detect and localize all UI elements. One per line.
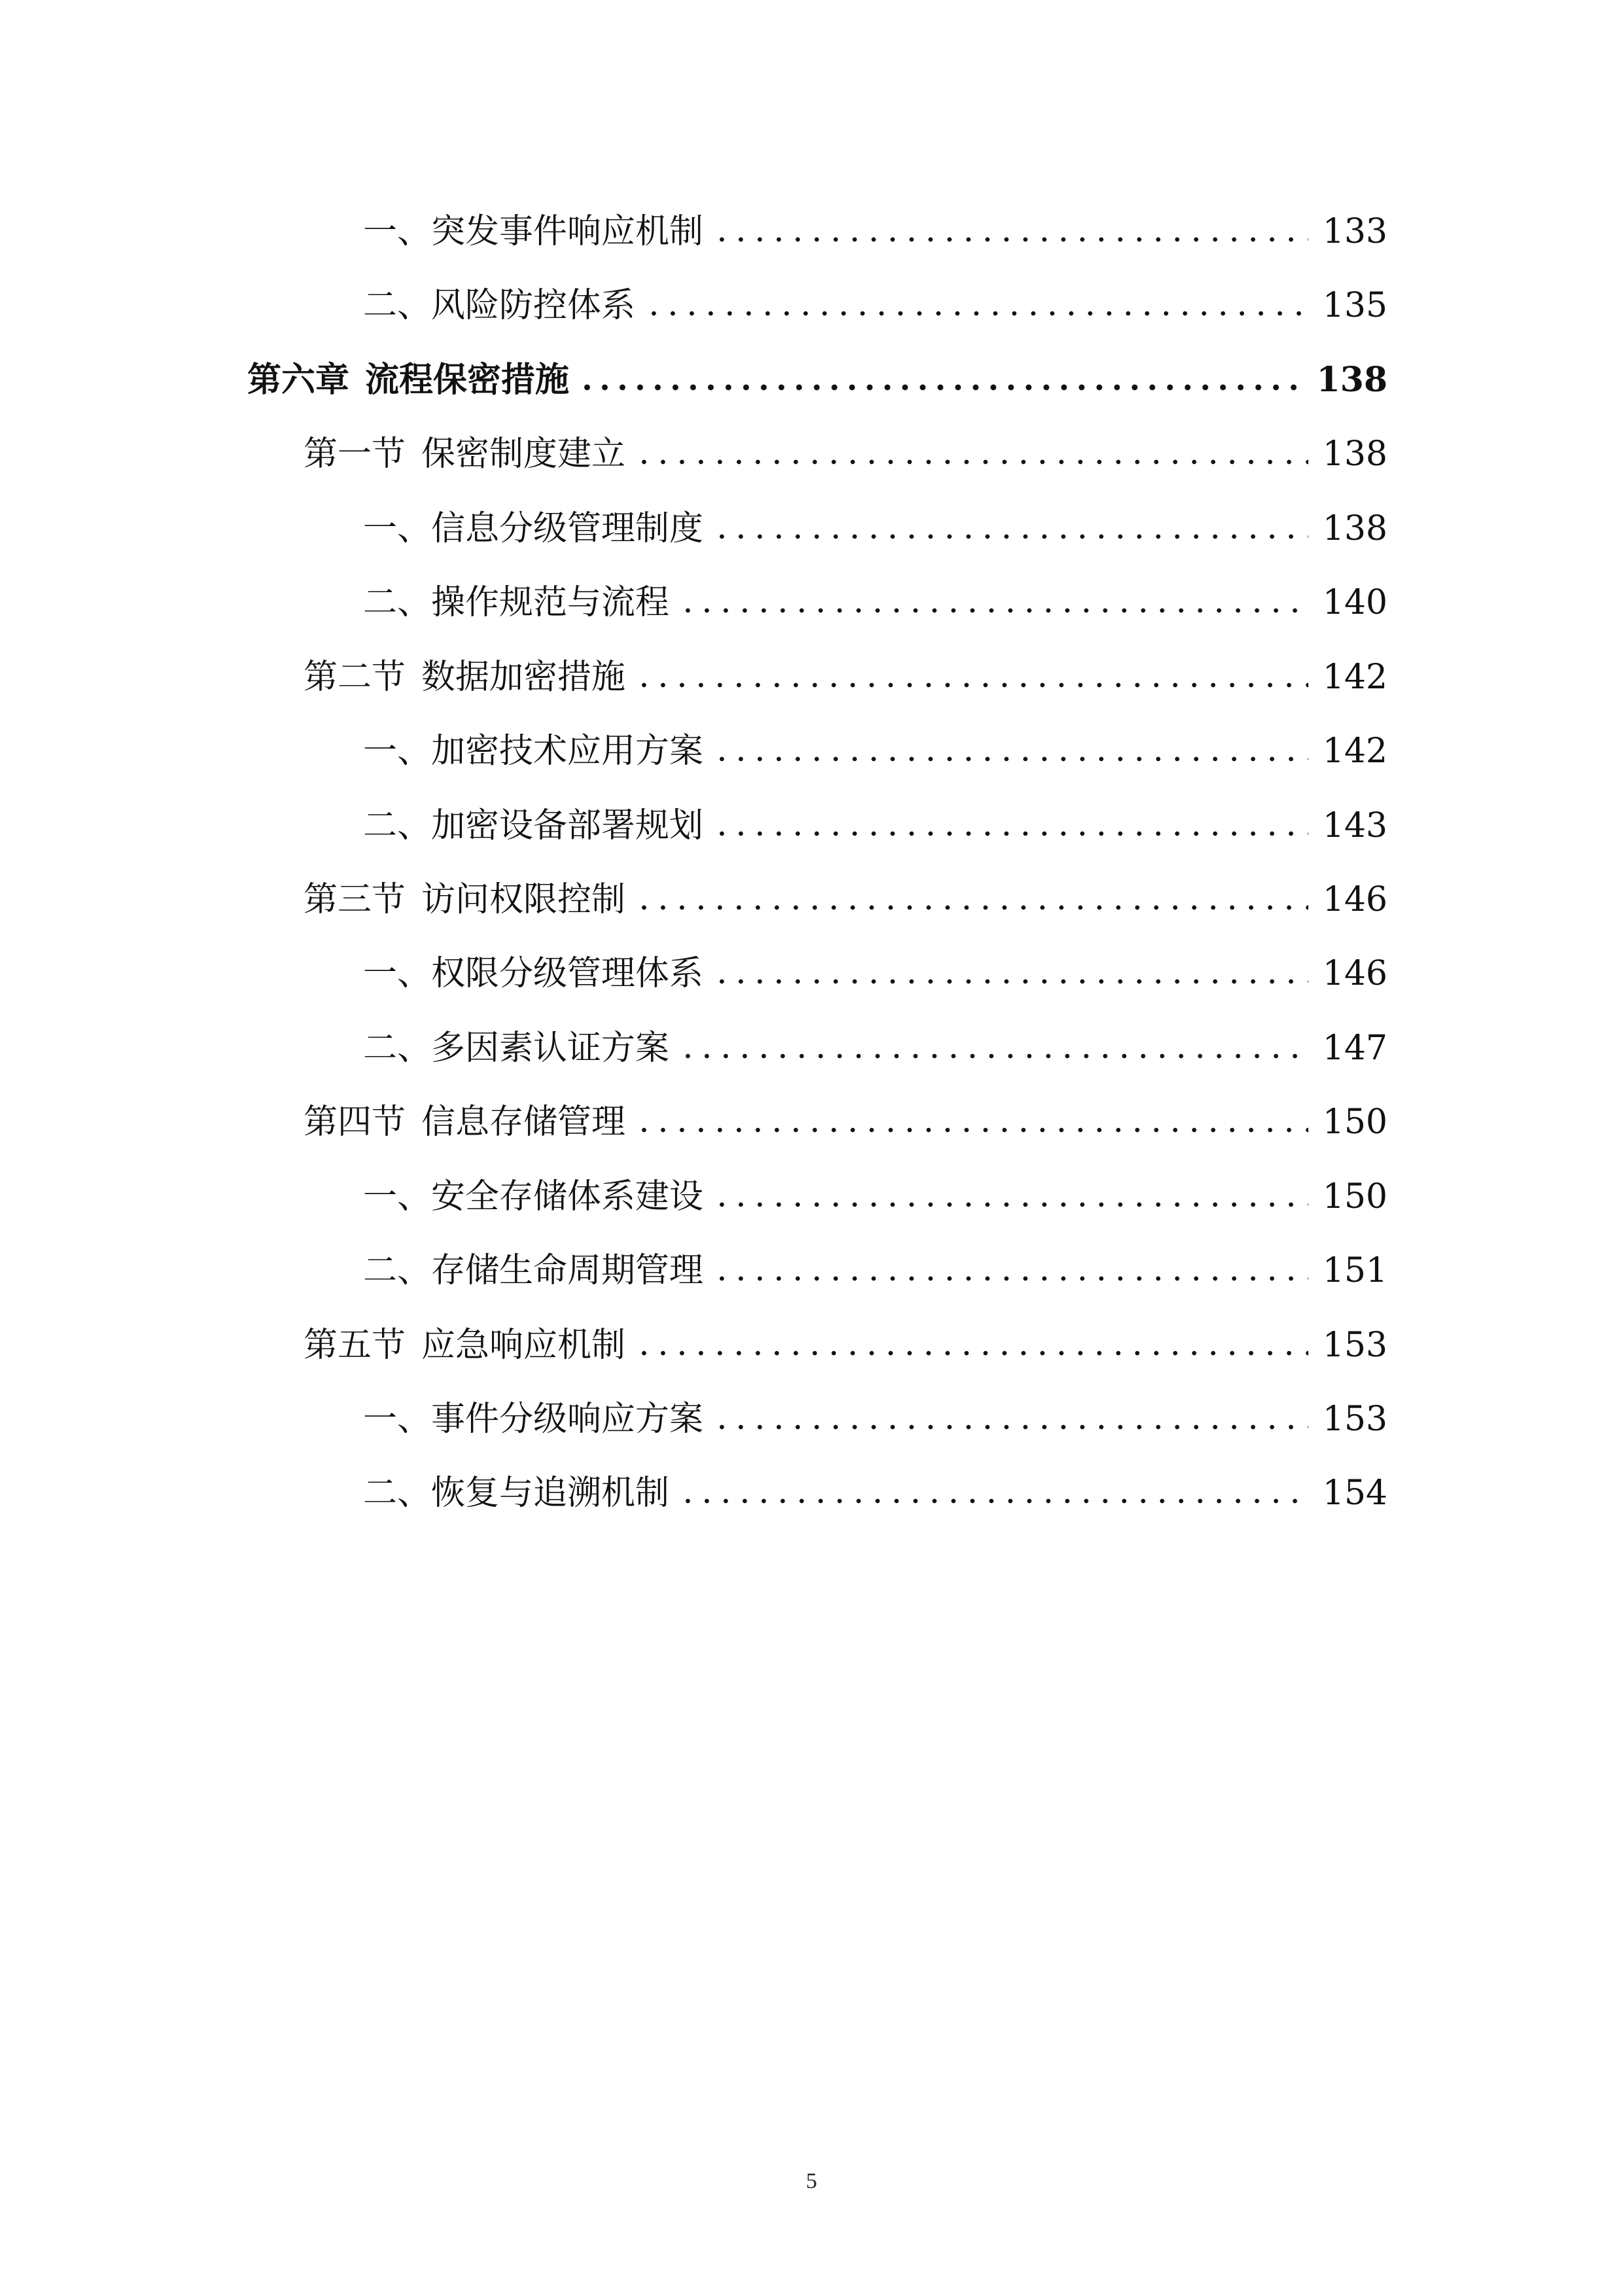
toc-entry[interactable] <box>363 1458 1387 1513</box>
dot-leader <box>712 514 1308 540</box>
dot-leader <box>678 588 1308 614</box>
toc-entry-title: 操作规范与流程 <box>431 583 670 622</box>
toc-entry-title: 应急响应机制 <box>421 1326 626 1365</box>
toc-entry-title: 恢复与追溯机制 <box>431 1474 670 1513</box>
dot-leader <box>578 366 1302 392</box>
toc-entry-title: 信息分级管理制度 <box>431 509 704 548</box>
toc-entry[interactable] <box>363 938 1387 991</box>
toc-entry-prefix: 二、 <box>363 1474 432 1513</box>
toc-entry-prefix: 第三节 <box>304 880 406 919</box>
toc-entry[interactable] <box>363 716 1387 771</box>
dot-leader <box>644 291 1308 317</box>
toc-entry-title: 安全存储体系建设 <box>431 1177 704 1216</box>
toc-entry-page: 140 <box>1322 583 1387 622</box>
dot-leader <box>635 1108 1308 1134</box>
toc-entry[interactable] <box>363 1161 1387 1214</box>
dot-leader <box>635 1331 1308 1357</box>
toc-entry-prefix: 第五节 <box>304 1326 406 1365</box>
toc-entry-page: 138 <box>1322 509 1387 548</box>
toc-section-entry[interactable] <box>304 1087 1387 1142</box>
toc-entry[interactable] <box>363 1235 1387 1288</box>
dot-leader <box>635 440 1308 466</box>
dot-leader <box>635 663 1308 689</box>
dot-leader <box>635 885 1308 911</box>
toc-section-entry[interactable] <box>304 642 1387 697</box>
toc-entry-title: 加密设备部署规划 <box>431 806 704 845</box>
toc-entry-prefix: 二、 <box>363 1029 432 1068</box>
toc-entry-prefix: 一、 <box>363 1177 432 1216</box>
toc-entry-page: 154 <box>1322 1474 1387 1513</box>
toc-entry-page: 146 <box>1322 954 1387 993</box>
page-number: 5 <box>806 2169 817 2193</box>
toc-entry-title: 信息存储管理 <box>421 1103 626 1142</box>
toc-entry-title: 加密技术应用方案 <box>431 732 704 771</box>
toc-entry-prefix: 第二节 <box>304 658 406 697</box>
toc-entry-prefix: 第六章 <box>247 360 350 400</box>
toc-entry-page: 143 <box>1322 806 1387 845</box>
toc-entry-page: 153 <box>1322 1326 1387 1365</box>
dot-leader <box>712 1256 1308 1282</box>
toc-entry-page: 142 <box>1322 732 1387 771</box>
toc-entry-prefix: 一、 <box>363 954 432 993</box>
dot-leader <box>712 1405 1308 1431</box>
toc-entry-page: 133 <box>1322 212 1387 251</box>
toc-entry-page: 151 <box>1322 1251 1387 1290</box>
toc-section-entry[interactable] <box>304 1310 1387 1365</box>
toc-entry-prefix: 一、 <box>363 212 432 251</box>
toc-entry-title: 保密制度建立 <box>421 434 626 474</box>
toc-entry[interactable] <box>363 1384 1387 1439</box>
toc-entry-title: 风险防控体系 <box>431 286 636 325</box>
toc-entry-prefix: 一、 <box>363 732 432 771</box>
toc-entry-prefix: 第一节 <box>304 434 406 474</box>
dot-leader <box>678 1479 1308 1505</box>
toc-entry-page: 142 <box>1322 658 1387 697</box>
toc-entry-title: 多因素认证方案 <box>431 1029 670 1068</box>
toc-chapter-entry[interactable] <box>247 345 1387 400</box>
toc-entry-title: 权限分级管理体系 <box>431 954 704 993</box>
toc-entry-page: 147 <box>1322 1029 1387 1068</box>
toc-entry-page: 138 <box>1316 360 1387 400</box>
toc-entry-title: 数据加密措施 <box>421 658 626 697</box>
toc-entry-page: 146 <box>1322 880 1387 919</box>
toc-entry-page: 150 <box>1322 1177 1387 1216</box>
toc-entry-title: 突发事件响应机制 <box>431 212 704 251</box>
toc-entry-page: 135 <box>1322 286 1387 325</box>
toc-entry[interactable] <box>363 1013 1387 1068</box>
toc-entry-prefix: 二、 <box>363 583 432 622</box>
dot-leader <box>712 959 1308 985</box>
toc-entry-prefix: 一、 <box>363 509 432 548</box>
toc-entry[interactable] <box>363 493 1387 546</box>
toc-entry-title: 事件分级响应方案 <box>431 1400 704 1439</box>
toc-entry[interactable] <box>363 270 1387 323</box>
toc-entry-prefix: 二、 <box>363 286 432 325</box>
toc-entry-prefix: 一、 <box>363 1400 432 1439</box>
toc-entry-prefix: 第四节 <box>304 1103 406 1142</box>
toc-entry-page: 153 <box>1322 1400 1387 1439</box>
toc-section-entry[interactable] <box>304 864 1387 917</box>
toc-entry[interactable] <box>363 567 1387 620</box>
toc-entry-title: 流程保密措施 <box>365 360 570 400</box>
dot-leader <box>712 811 1308 838</box>
toc-entry-prefix: 二、 <box>363 806 432 845</box>
toc-entry-prefix: 二、 <box>363 1251 432 1290</box>
toc-entry[interactable] <box>363 196 1387 249</box>
dot-leader <box>678 1034 1308 1060</box>
toc-section-entry[interactable] <box>304 419 1387 474</box>
dot-leader <box>712 1182 1308 1209</box>
dot-leader <box>712 217 1308 243</box>
dot-leader <box>712 737 1308 763</box>
toc-entry[interactable] <box>363 790 1387 843</box>
toc-entry-title: 访问权限控制 <box>421 880 626 919</box>
toc-entry-page: 138 <box>1322 434 1387 474</box>
toc-entry-title: 存储生命周期管理 <box>431 1251 704 1290</box>
toc-entry-page: 150 <box>1322 1103 1387 1142</box>
